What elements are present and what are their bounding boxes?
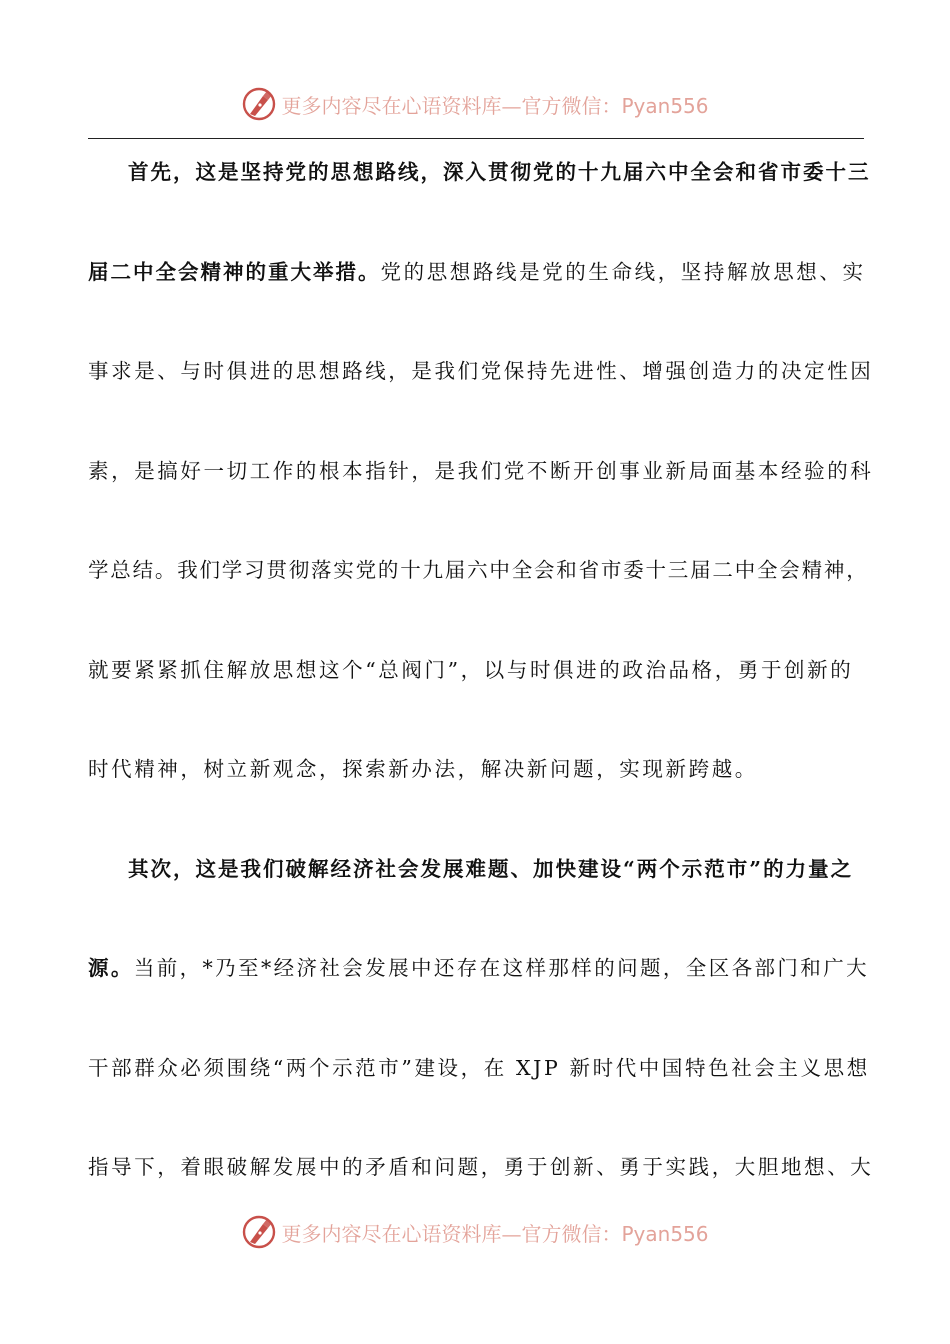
pen-nib-logo-icon <box>241 86 277 122</box>
footer-banner <box>0 1212 950 1252</box>
paragraph-1-line-1 <box>88 142 871 242</box>
paragraph-1-heading-end: 届二中全会精神的重大举措。 <box>88 259 381 284</box>
header-wechat-id: Pyan556 <box>621 93 709 118</box>
paragraph-2-text: 当前，*乃至*经济社会发展中还存在这样那样的问题，全区各部门和广大 <box>133 956 870 980</box>
header-banner <box>0 84 950 124</box>
paragraph-2-line-1 <box>88 839 864 939</box>
paragraph-1-line-7: 时代精神，树立新观念，探索新办法，解决新问题，实现新跨越。 <box>88 757 758 781</box>
paragraph-1-line-6: 就要紧紧抓住解放思想这个“总阀门”，以与时俱进的政治品格，勇于创新的 <box>88 657 854 682</box>
body-text <box>88 142 874 1237</box>
footer-banner-label: 更多内容尽在心语资料库—官方微信： <box>281 1221 622 1246</box>
paragraph-2-line-2 <box>88 938 870 1038</box>
paragraph-1-line-3: 事求是、与时俱进的思想路线，是我们党保持先进性、增强创造力的决定性因 <box>88 359 874 383</box>
paragraph-2-heading-end: 源。 <box>88 956 134 980</box>
paragraph-2-line-3: 干部群众必须围绕“两个示范市”建设，在 XJP 新时代中国特色社会主义思想 <box>88 1055 870 1080</box>
paragraph-1-text: 党的思想路线是党的生命线，坚持解放思想、实 <box>380 259 866 284</box>
paragraph-1-heading: 首先，这是坚持党的思想路线，深入贯彻党的十九届六中全会和省市委十三 <box>128 160 871 184</box>
paragraph-1-line-4: 素，是搞好一切工作的根本指针，是我们党不断开创事业新局面基本经验的科 <box>88 458 874 483</box>
footer-wechat-id: Pyan556 <box>621 1221 709 1246</box>
paragraph-1-line-5: 学总结。我们学习贯彻落实党的十九届六中全会和省市委十三届二中全会精神， <box>88 558 869 582</box>
footer-banner-text <box>281 1218 708 1247</box>
pen-nib-logo-icon <box>241 1214 277 1250</box>
paragraph-2-heading: 其次，这是我们破解经济社会发展难题、加快建设“两个示范市”的力量之 <box>128 856 854 881</box>
header-divider <box>88 138 864 139</box>
header-banner-label: 更多内容尽在心语资料库—官方微信： <box>281 93 622 118</box>
paragraph-2-line-4: 指导下，着眼破解发展中的矛盾和问题，勇于创新、勇于实践，大胆地想、大 <box>88 1155 874 1179</box>
paragraph-1-line-2 <box>88 242 864 342</box>
header-banner-text <box>281 90 708 119</box>
